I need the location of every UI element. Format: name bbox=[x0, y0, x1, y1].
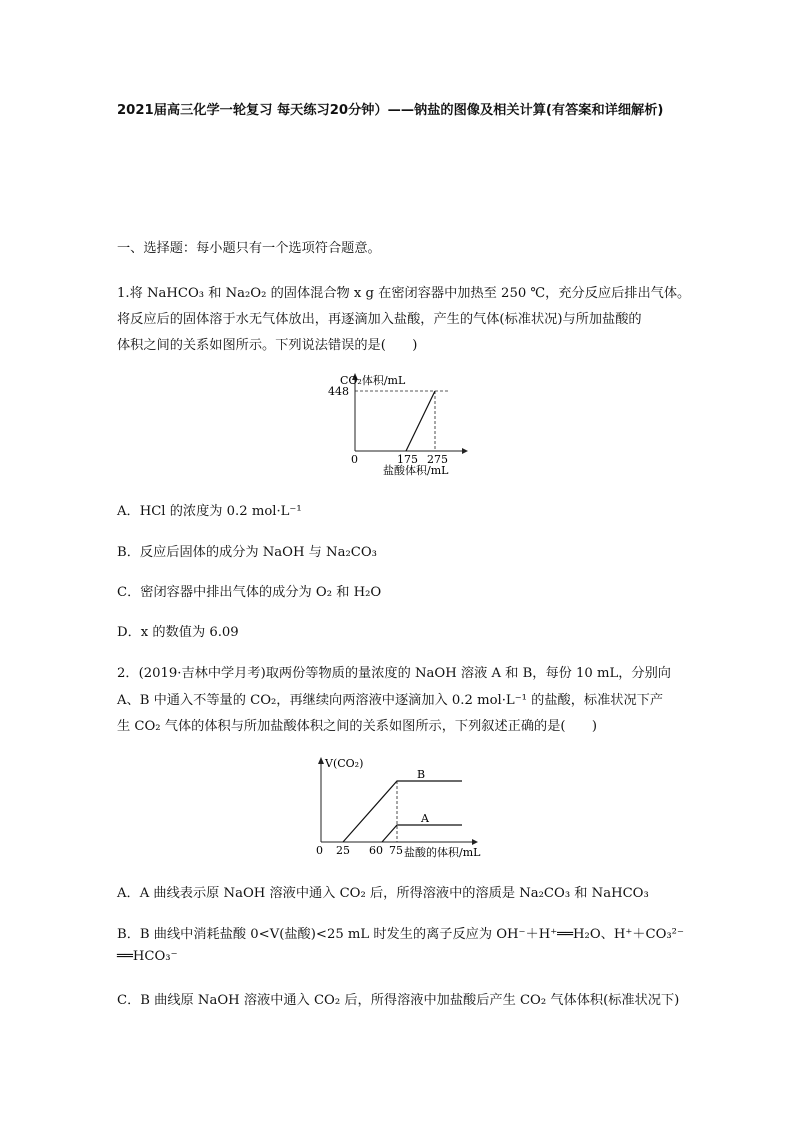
q2-series-a-label: A bbox=[421, 812, 429, 825]
q1-stem-line-1: 1.将 NaHCO₃ 和 Na₂O₂ 的固体混合物 x g 在密闭容器中加热至 250 ℃，充分反应后排出气体。 bbox=[117, 286, 691, 301]
q1-stem-line-3: 体积之间的关系如图所示。下列说法错误的是( ) bbox=[117, 338, 418, 353]
q1-x-label: 盐酸体积/mL bbox=[383, 464, 449, 477]
section-heading: 一、选择题：每小题只有一个选项符合题意。 bbox=[117, 241, 381, 256]
q1-stem-line-2: 将反应后的固体溶于水无气体放出，再逐滴加入盐酸，产生的气体(标准状况)与所加盐酸的 bbox=[117, 312, 642, 327]
q1-option-c: C．密闭容器中排出气体的成分为 O₂ 和 H₂O bbox=[117, 585, 382, 600]
q2-x-tick-25: 25 bbox=[336, 844, 350, 857]
q1-x-tick-275: 275 bbox=[427, 453, 448, 466]
q2-y-label: V(CO₂) bbox=[325, 757, 364, 770]
q1-x-axis-arrow bbox=[462, 448, 468, 454]
q2-x-label: 盐酸的体积/mL bbox=[404, 846, 481, 859]
q2-x-tick-75: 75 bbox=[389, 844, 403, 857]
q2-curve-b bbox=[343, 781, 462, 842]
document-title: 2021届高三化学一轮复习 每天练习20分钟）——钠盐的图像及相关计算(有答案和详细解析) bbox=[117, 103, 664, 118]
q2-option-b-line-1: B．B 曲线中消耗盐酸 0<V(盐酸)<25 mL 时发生的离子反应为 OH⁻＋H⁺══H₂O、H⁺＋CO₃²⁻ bbox=[117, 927, 684, 942]
q2-stem-line-2: A、B 中通入不等量的 CO₂，再继续向两溶液中逐滴加入 0.2 mol·L⁻¹ 的盐酸，标准状况下产 bbox=[117, 693, 664, 708]
q2-x-tick-0: 0 bbox=[316, 844, 323, 857]
q2-option-a: A．A 曲线表示原 NaOH 溶液中通入 CO₂ 后，所得溶液中的溶质是 Na₂CO₃ 和 NaHCO₃ bbox=[117, 886, 649, 901]
q2-x-axis-arrow bbox=[472, 839, 478, 845]
q2-stem-line-1: 2．(2019·吉林中学月考)取两份等物质的量浓度的 NaOH 溶液 A 和 B，每份 10 mL，分别向 bbox=[117, 666, 671, 681]
q2-stem-line-3: 生 CO₂ 气体的体积与所加盐酸体积之间的关系如图所示，下列叙述正确的是( ) bbox=[117, 719, 598, 734]
q2-curve-a bbox=[382, 825, 462, 842]
q2-option-b-line-2: ══HCO₃⁻ bbox=[117, 949, 178, 964]
q2-x-tick-60: 60 bbox=[369, 844, 383, 857]
q2-chart bbox=[300, 752, 490, 864]
q1-x-tick-175: 175 bbox=[397, 453, 418, 466]
q1-option-d: D．x 的数值为 6.09 bbox=[117, 625, 239, 640]
q1-curve bbox=[406, 391, 435, 451]
q2-series-b-label: B bbox=[417, 768, 426, 781]
q1-x-tick-0: 0 bbox=[351, 453, 358, 466]
q1-y-label: CO₂体积/mL bbox=[340, 374, 406, 387]
q1-option-b: B．反应后固体的成分为 NaOH 与 Na₂CO₃ bbox=[117, 545, 377, 560]
q2-y-axis-arrow bbox=[318, 757, 324, 764]
q2-option-c: C．B 曲线原 NaOH 溶液中通入 CO₂ 后，所得溶液中加盐酸后产生 CO₂ 气体体积(标准状况下) bbox=[117, 993, 680, 1008]
q1-y-tick-448: 448 bbox=[328, 385, 349, 398]
q1-chart bbox=[300, 370, 480, 478]
q1-option-a: A．HCl 的浓度为 0.2 mol·L⁻¹ bbox=[117, 504, 302, 519]
